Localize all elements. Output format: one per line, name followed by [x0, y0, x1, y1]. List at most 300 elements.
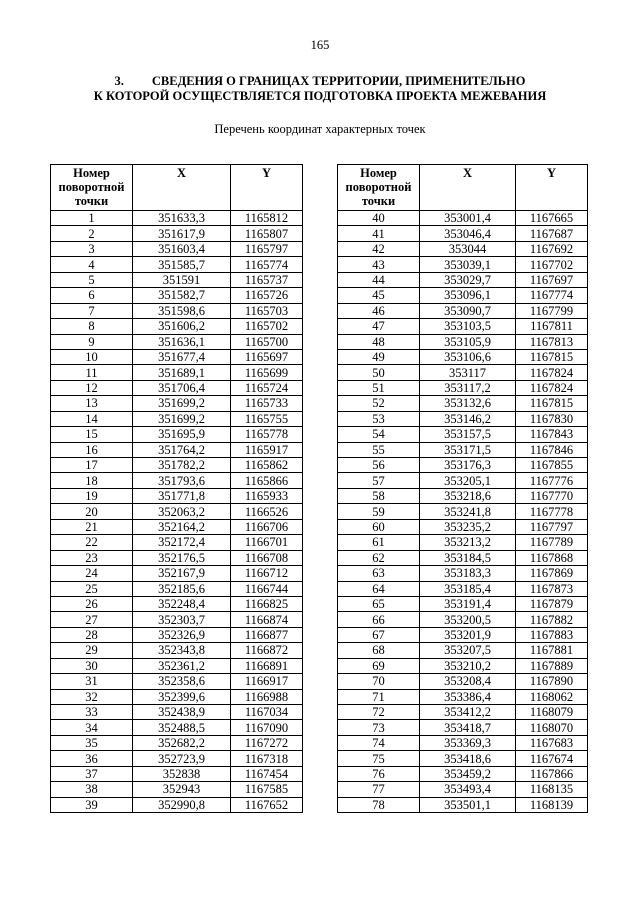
- table-row: [51, 303, 303, 318]
- y-coordinate-cell: 1167702: [516, 257, 588, 272]
- y-coordinate-cell: 1167813: [516, 334, 588, 349]
- point-number-cell: 13: [51, 396, 133, 411]
- x-coordinate-cell: 351585,7: [133, 257, 231, 272]
- y-coordinate-cell: 1166872: [231, 643, 303, 658]
- point-number-cell: 15: [51, 427, 133, 442]
- table-row: [51, 766, 303, 781]
- y-coordinate-cell: 1167843: [516, 427, 588, 442]
- y-coordinate-cell: 1166712: [231, 566, 303, 581]
- point-number-cell: 57: [338, 473, 420, 488]
- table-row: [338, 674, 588, 689]
- table-row: [51, 226, 303, 241]
- x-coordinate-cell: 353117: [420, 365, 516, 380]
- y-coordinate-cell: 1165733: [231, 396, 303, 411]
- x-coordinate-cell: 351677,4: [133, 349, 231, 364]
- y-coordinate-cell: 1167846: [516, 442, 588, 457]
- table-header-row: [51, 165, 303, 211]
- table-row: [51, 427, 303, 442]
- y-coordinate-cell: 1168079: [516, 705, 588, 720]
- y-coordinate-cell: 1167692: [516, 241, 588, 256]
- point-number-cell: 17: [51, 458, 133, 473]
- table-row: [338, 272, 588, 287]
- x-coordinate-cell: 353183,3: [420, 566, 516, 581]
- table-row: [51, 627, 303, 642]
- table-row: [338, 782, 588, 797]
- x-coordinate-cell: 352943: [133, 782, 231, 797]
- point-number-cell: 50: [338, 365, 420, 380]
- y-coordinate-cell: 1165702: [231, 319, 303, 334]
- table-row: [338, 720, 588, 735]
- x-coordinate-cell: 351771,8: [133, 488, 231, 503]
- table-row: [51, 349, 303, 364]
- point-number-cell: 11: [51, 365, 133, 380]
- x-coordinate-cell: 351699,2: [133, 411, 231, 426]
- point-number-cell: 18: [51, 473, 133, 488]
- table-row: [51, 720, 303, 735]
- point-number-cell: 6: [51, 288, 133, 303]
- y-coordinate-cell: 1167868: [516, 550, 588, 565]
- x-coordinate-cell: 353205,1: [420, 473, 516, 488]
- header-num-line3: точки: [74, 194, 109, 208]
- x-coordinate-cell: 353235,2: [420, 519, 516, 534]
- table-row: [338, 319, 588, 334]
- table-row: [338, 735, 588, 750]
- table-row: [51, 380, 303, 395]
- point-number-cell: 38: [51, 782, 133, 797]
- table-row: [338, 365, 588, 380]
- point-number-cell: 3: [51, 241, 133, 256]
- table-row: [51, 442, 303, 457]
- x-coordinate-cell: 351695,9: [133, 427, 231, 442]
- x-coordinate-cell: 353210,2: [420, 658, 516, 673]
- y-coordinate-cell: 1166526: [231, 504, 303, 519]
- point-number-cell: 26: [51, 596, 133, 611]
- table-row: [338, 458, 588, 473]
- y-coordinate-cell: 1165778: [231, 427, 303, 442]
- table-row: [338, 689, 588, 704]
- y-coordinate-cell: 1165812: [231, 211, 303, 226]
- y-coordinate-cell: 1167683: [516, 735, 588, 750]
- point-number-cell: 22: [51, 535, 133, 550]
- x-coordinate-cell: 353106,6: [420, 349, 516, 364]
- table-row: [338, 658, 588, 673]
- point-number-cell: 60: [338, 519, 420, 534]
- y-coordinate-cell: 1167811: [516, 319, 588, 334]
- table-row: [338, 627, 588, 642]
- x-coordinate-cell: 353201,9: [420, 627, 516, 642]
- x-coordinate-cell: 351633,3: [133, 211, 231, 226]
- point-number-cell: 58: [338, 488, 420, 503]
- table-row: [51, 658, 303, 673]
- header-num-line1: Номер: [73, 166, 110, 180]
- x-coordinate-cell: 353501,1: [420, 797, 516, 812]
- table-row: [51, 535, 303, 550]
- table-row: [51, 473, 303, 488]
- y-coordinate-cell: 1167776: [516, 473, 588, 488]
- point-number-cell: 73: [338, 720, 420, 735]
- table-row: [51, 674, 303, 689]
- table-row: [338, 596, 588, 611]
- table-row: [51, 458, 303, 473]
- point-number-cell: 66: [338, 612, 420, 627]
- table-row: [338, 612, 588, 627]
- table-row: [338, 643, 588, 658]
- point-number-cell: 45: [338, 288, 420, 303]
- table-row: [338, 550, 588, 565]
- header-num-line1: Номер: [360, 166, 397, 180]
- x-coordinate-cell: 352990,8: [133, 797, 231, 812]
- point-number-cell: 7: [51, 303, 133, 318]
- y-coordinate-cell: 1167873: [516, 581, 588, 596]
- y-coordinate-cell: 1167789: [516, 535, 588, 550]
- y-coordinate-cell: 1167830: [516, 411, 588, 426]
- x-coordinate-cell: 353132,6: [420, 396, 516, 411]
- y-coordinate-cell: 1165807: [231, 226, 303, 241]
- x-coordinate-cell: 353096,1: [420, 288, 516, 303]
- y-coordinate-cell: 1167824: [516, 365, 588, 380]
- table-row: [338, 380, 588, 395]
- table-row: [51, 643, 303, 658]
- table-row: [338, 566, 588, 581]
- table-row: [51, 241, 303, 256]
- y-coordinate-cell: 1167697: [516, 272, 588, 287]
- point-number-cell: 35: [51, 735, 133, 750]
- table-row: [51, 396, 303, 411]
- x-coordinate-cell: 351689,1: [133, 365, 231, 380]
- y-coordinate-cell: 1166874: [231, 612, 303, 627]
- point-number-cell: 36: [51, 751, 133, 766]
- header-point-number: [51, 165, 133, 211]
- table-header-row: [338, 165, 588, 211]
- x-coordinate-cell: 353029,7: [420, 272, 516, 287]
- x-coordinate-cell: 353105,9: [420, 334, 516, 349]
- x-coordinate-cell: 353418,7: [420, 720, 516, 735]
- y-coordinate-cell: 1168070: [516, 720, 588, 735]
- y-coordinate-cell: 1167879: [516, 596, 588, 611]
- y-coordinate-cell: 1167665: [516, 211, 588, 226]
- section-heading: [0, 74, 640, 104]
- x-coordinate-cell: 353046,4: [420, 226, 516, 241]
- x-coordinate-cell: 351782,2: [133, 458, 231, 473]
- point-number-cell: 62: [338, 550, 420, 565]
- table-row: [51, 211, 303, 226]
- x-coordinate-cell: 352682,2: [133, 735, 231, 750]
- x-coordinate-cell: 352164,2: [133, 519, 231, 534]
- y-coordinate-cell: 1167855: [516, 458, 588, 473]
- table-row: [338, 411, 588, 426]
- y-coordinate-cell: 1165933: [231, 488, 303, 503]
- point-number-cell: 43: [338, 257, 420, 272]
- section-title-line1: СВЕДЕНИЯ О ГРАНИЦАХ ТЕРРИТОРИИ, ПРИМЕНИТЕЛЬНО: [151, 74, 526, 88]
- x-coordinate-cell: 353213,2: [420, 535, 516, 550]
- point-number-cell: 19: [51, 488, 133, 503]
- y-coordinate-cell: 1166877: [231, 627, 303, 642]
- y-coordinate-cell: 1167454: [231, 766, 303, 781]
- table-row: [51, 319, 303, 334]
- table-row: [338, 504, 588, 519]
- table-row: [51, 705, 303, 720]
- point-number-cell: 72: [338, 705, 420, 720]
- table-row: [338, 519, 588, 534]
- x-coordinate-cell: 353207,5: [420, 643, 516, 658]
- y-coordinate-cell: 1167881: [516, 643, 588, 658]
- y-coordinate-cell: 1165700: [231, 334, 303, 349]
- x-coordinate-cell: 353412,2: [420, 705, 516, 720]
- y-coordinate-cell: 1166988: [231, 689, 303, 704]
- x-coordinate-cell: 353001,4: [420, 211, 516, 226]
- y-coordinate-cell: 1166706: [231, 519, 303, 534]
- x-coordinate-cell: 352488,5: [133, 720, 231, 735]
- table-row: [51, 488, 303, 503]
- y-coordinate-cell: 1167090: [231, 720, 303, 735]
- table-row: [51, 689, 303, 704]
- point-number-cell: 16: [51, 442, 133, 457]
- point-number-cell: 56: [338, 458, 420, 473]
- y-coordinate-cell: 1165774: [231, 257, 303, 272]
- table-row: [338, 581, 588, 596]
- x-coordinate-cell: 353418,6: [420, 751, 516, 766]
- x-coordinate-cell: 353191,4: [420, 596, 516, 611]
- y-coordinate-cell: 1165755: [231, 411, 303, 426]
- point-number-cell: 23: [51, 550, 133, 565]
- point-number-cell: 53: [338, 411, 420, 426]
- x-coordinate-cell: 352343,8: [133, 643, 231, 658]
- section-heading-line1: [0, 74, 640, 89]
- table-row: [338, 427, 588, 442]
- table-row: [338, 334, 588, 349]
- table-body-left: [51, 211, 303, 813]
- point-number-cell: 64: [338, 581, 420, 596]
- table-row: [338, 349, 588, 364]
- y-coordinate-cell: 1167770: [516, 488, 588, 503]
- point-number-cell: 4: [51, 257, 133, 272]
- table-row: [51, 596, 303, 611]
- x-coordinate-cell: 351591: [133, 272, 231, 287]
- header-num-line3: точки: [361, 194, 396, 208]
- point-number-cell: 71: [338, 689, 420, 704]
- y-coordinate-cell: 1165797: [231, 241, 303, 256]
- point-number-cell: 10: [51, 349, 133, 364]
- x-coordinate-cell: 352176,5: [133, 550, 231, 565]
- y-coordinate-cell: 1167882: [516, 612, 588, 627]
- point-number-cell: 32: [51, 689, 133, 704]
- point-number-cell: 1: [51, 211, 133, 226]
- x-coordinate-cell: 353044: [420, 241, 516, 256]
- x-coordinate-cell: 353090,7: [420, 303, 516, 318]
- point-number-cell: 8: [51, 319, 133, 334]
- x-coordinate-cell: 353184,5: [420, 550, 516, 565]
- table-row: [338, 396, 588, 411]
- header-y: Y: [516, 165, 588, 211]
- x-coordinate-cell: 351617,9: [133, 226, 231, 241]
- table-row: [51, 751, 303, 766]
- table-row: [51, 334, 303, 349]
- table-row: [51, 519, 303, 534]
- header-num-line2: поворотной: [345, 180, 412, 194]
- point-number-cell: 33: [51, 705, 133, 720]
- y-coordinate-cell: 1167889: [516, 658, 588, 673]
- coordinates-table-left: [50, 164, 303, 813]
- point-number-cell: 55: [338, 442, 420, 457]
- x-coordinate-cell: 352248,4: [133, 596, 231, 611]
- x-coordinate-cell: 351636,1: [133, 334, 231, 349]
- point-number-cell: 14: [51, 411, 133, 426]
- x-coordinate-cell: 352063,2: [133, 504, 231, 519]
- section-title-line2: К КОТОРОЙ ОСУЩЕСТВЛЯЕТСЯ ПОДГОТОВКА ПРОЕКТА МЕЖЕВАНИЯ: [93, 89, 547, 103]
- x-coordinate-cell: 351793,6: [133, 473, 231, 488]
- table-row: [338, 257, 588, 272]
- table-row: [51, 365, 303, 380]
- y-coordinate-cell: 1165726: [231, 288, 303, 303]
- x-coordinate-cell: 353146,2: [420, 411, 516, 426]
- y-coordinate-cell: 1165866: [231, 473, 303, 488]
- x-coordinate-cell: 351764,2: [133, 442, 231, 457]
- y-coordinate-cell: 1165699: [231, 365, 303, 380]
- x-coordinate-cell: 352438,9: [133, 705, 231, 720]
- x-coordinate-cell: 353459,2: [420, 766, 516, 781]
- y-coordinate-cell: 1167674: [516, 751, 588, 766]
- point-number-cell: 5: [51, 272, 133, 287]
- table-row: [338, 288, 588, 303]
- x-coordinate-cell: 353208,4: [420, 674, 516, 689]
- table-row: [51, 288, 303, 303]
- x-coordinate-cell: 353493,4: [420, 782, 516, 797]
- y-coordinate-cell: 1167778: [516, 504, 588, 519]
- header-point-number: [338, 165, 420, 211]
- point-number-cell: 52: [338, 396, 420, 411]
- x-coordinate-cell: 353176,3: [420, 458, 516, 473]
- x-coordinate-cell: 352167,9: [133, 566, 231, 581]
- y-coordinate-cell: 1167272: [231, 735, 303, 750]
- y-coordinate-cell: 1166917: [231, 674, 303, 689]
- y-coordinate-cell: 1167585: [231, 782, 303, 797]
- x-coordinate-cell: 352172,4: [133, 535, 231, 550]
- point-number-cell: 70: [338, 674, 420, 689]
- point-number-cell: 74: [338, 735, 420, 750]
- table-row: [51, 272, 303, 287]
- point-number-cell: 42: [338, 241, 420, 256]
- point-number-cell: 61: [338, 535, 420, 550]
- table-row: [338, 766, 588, 781]
- point-number-cell: 25: [51, 581, 133, 596]
- section-number: 3.: [114, 74, 124, 88]
- table-row: [51, 581, 303, 596]
- y-coordinate-cell: 1166708: [231, 550, 303, 565]
- x-coordinate-cell: 352303,7: [133, 612, 231, 627]
- x-coordinate-cell: 351706,4: [133, 380, 231, 395]
- point-number-cell: 78: [338, 797, 420, 812]
- header-num-line2: поворотной: [58, 180, 125, 194]
- y-coordinate-cell: 1167815: [516, 396, 588, 411]
- point-number-cell: 41: [338, 226, 420, 241]
- table-row: [51, 257, 303, 272]
- y-coordinate-cell: 1166744: [231, 581, 303, 596]
- table-row: [51, 411, 303, 426]
- x-coordinate-cell: 351582,7: [133, 288, 231, 303]
- y-coordinate-cell: 1168062: [516, 689, 588, 704]
- y-coordinate-cell: 1167866: [516, 766, 588, 781]
- x-coordinate-cell: 353171,5: [420, 442, 516, 457]
- point-number-cell: 20: [51, 504, 133, 519]
- point-number-cell: 47: [338, 319, 420, 334]
- y-coordinate-cell: 1167883: [516, 627, 588, 642]
- y-coordinate-cell: 1165697: [231, 349, 303, 364]
- x-coordinate-cell: 352723,9: [133, 751, 231, 766]
- y-coordinate-cell: 1167774: [516, 288, 588, 303]
- table-row: [51, 782, 303, 797]
- point-number-cell: 49: [338, 349, 420, 364]
- point-number-cell: 46: [338, 303, 420, 318]
- table-row: [338, 488, 588, 503]
- y-coordinate-cell: 1167890: [516, 674, 588, 689]
- y-coordinate-cell: 1168139: [516, 797, 588, 812]
- page-number: 165: [310, 38, 330, 52]
- table-row: [338, 442, 588, 457]
- y-coordinate-cell: 1165917: [231, 442, 303, 457]
- x-coordinate-cell: 353103,5: [420, 319, 516, 334]
- y-coordinate-cell: 1167799: [516, 303, 588, 318]
- point-number-cell: 48: [338, 334, 420, 349]
- point-number-cell: 63: [338, 566, 420, 581]
- point-number-cell: 69: [338, 658, 420, 673]
- x-coordinate-cell: 351598,6: [133, 303, 231, 318]
- point-number-cell: 65: [338, 596, 420, 611]
- y-coordinate-cell: 1167797: [516, 519, 588, 534]
- x-coordinate-cell: 353218,6: [420, 488, 516, 503]
- x-coordinate-cell: 352185,6: [133, 581, 231, 596]
- point-number-cell: 75: [338, 751, 420, 766]
- point-number-cell: 27: [51, 612, 133, 627]
- table-row: [338, 473, 588, 488]
- y-coordinate-cell: 1166891: [231, 658, 303, 673]
- y-coordinate-cell: 1167034: [231, 705, 303, 720]
- x-coordinate-cell: 352361,2: [133, 658, 231, 673]
- header-x: X: [133, 165, 231, 211]
- point-number-cell: 34: [51, 720, 133, 735]
- y-coordinate-cell: 1166825: [231, 596, 303, 611]
- x-coordinate-cell: 353241,8: [420, 504, 516, 519]
- point-number-cell: 76: [338, 766, 420, 781]
- table-row: [51, 566, 303, 581]
- x-coordinate-cell: 353039,1: [420, 257, 516, 272]
- table-row: [338, 226, 588, 241]
- table-row: [338, 211, 588, 226]
- y-coordinate-cell: 1168135: [516, 782, 588, 797]
- x-coordinate-cell: 353157,5: [420, 427, 516, 442]
- point-number-cell: 40: [338, 211, 420, 226]
- header-x: X: [420, 165, 516, 211]
- point-number-cell: 59: [338, 504, 420, 519]
- y-coordinate-cell: 1167687: [516, 226, 588, 241]
- point-number-cell: 77: [338, 782, 420, 797]
- x-coordinate-cell: 351699,2: [133, 396, 231, 411]
- table-row: [338, 303, 588, 318]
- point-number-cell: 28: [51, 627, 133, 642]
- point-number-cell: 12: [51, 380, 133, 395]
- point-number-cell: 44: [338, 272, 420, 287]
- point-number-cell: 30: [51, 658, 133, 673]
- x-coordinate-cell: 352399,6: [133, 689, 231, 704]
- x-coordinate-cell: 353117,2: [420, 380, 516, 395]
- point-number-cell: 29: [51, 643, 133, 658]
- x-coordinate-cell: 351606,2: [133, 319, 231, 334]
- table-row: [338, 705, 588, 720]
- table-row: [51, 735, 303, 750]
- y-coordinate-cell: 1165862: [231, 458, 303, 473]
- point-number-cell: 68: [338, 643, 420, 658]
- x-coordinate-cell: 351603,4: [133, 241, 231, 256]
- point-number-cell: 9: [51, 334, 133, 349]
